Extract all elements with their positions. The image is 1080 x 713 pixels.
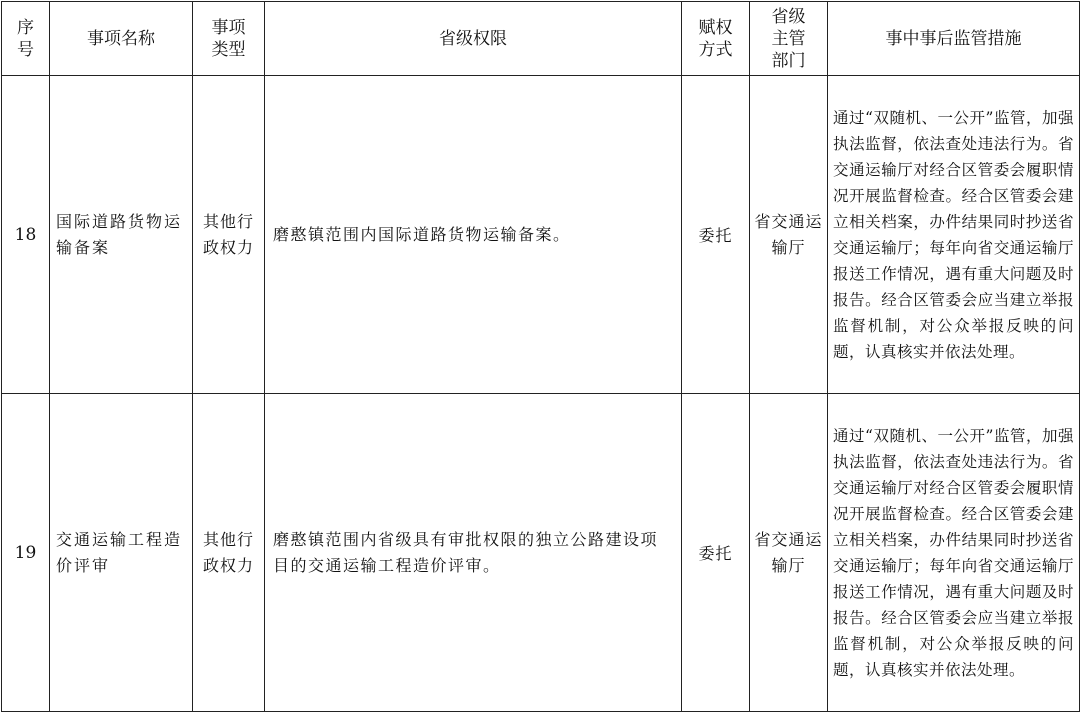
- table-row: [2, 394, 1080, 712]
- cell-authority: 磨憨镇范围内国际道路货物运输备案。: [265, 76, 682, 394]
- header-row: [2, 2, 1080, 76]
- cell-type: 其他行政权力: [193, 76, 265, 394]
- header-name: 事项名称: [50, 2, 193, 76]
- cell-method: 委托: [682, 76, 750, 394]
- cell-measures: 通过“双随机、一公开”监管，加强执法监督，依法查处违法行为。省交通运输厅对经合区管委会履职情况开展监督检查。经合区管委会建立相关档案，办件结果同时抄送省交通运输厅；每年向省交通运输厅报送工作情况，遇有重大问题及时报告。经合区管委会应当建立举报监督机制，对公众举报反映的问题，认真核实并依法处理。: [828, 394, 1080, 712]
- cell-dept: 省交通运输厅: [750, 394, 828, 712]
- header-method: 赋权 方式: [682, 2, 750, 76]
- cell-seq: 18: [2, 76, 50, 394]
- header-dept: 省级 主管 部门: [750, 2, 828, 76]
- cell-measures: 通过“双随机、一公开”监管，加强执法监督，依法查处违法行为。省交通运输厅对经合区管委会履职情况开展监督检查。经合区管委会建立相关档案，办件结果同时抄送省交通运输厅；每年向省交通运输厅报送工作情况，遇有重大问题及时报告。经合区管委会应当建立举报监督机制，对公众举报反映的问题，认真核实并依法处理。: [828, 76, 1080, 394]
- header-seq: 序 号: [2, 2, 50, 76]
- header-authority: 省级权限: [265, 2, 682, 76]
- cell-name: 国际道路货物运输备案: [50, 76, 193, 394]
- header-type: 事项 类型: [193, 2, 265, 76]
- power-list-table: [1, 1, 1080, 712]
- cell-type: 其他行政权力: [193, 394, 265, 712]
- header-measures: 事中事后监管措施: [828, 2, 1080, 76]
- cell-name: 交通运输工程造价评审: [50, 394, 193, 712]
- cell-seq: 19: [2, 394, 50, 712]
- cell-method: 委托: [682, 394, 750, 712]
- table-row: [2, 76, 1080, 394]
- cell-dept: 省交通运输厅: [750, 76, 828, 394]
- cell-authority: 磨憨镇范围内省级具有审批权限的独立公路建设项目的交通运输工程造价评审。: [265, 394, 682, 712]
